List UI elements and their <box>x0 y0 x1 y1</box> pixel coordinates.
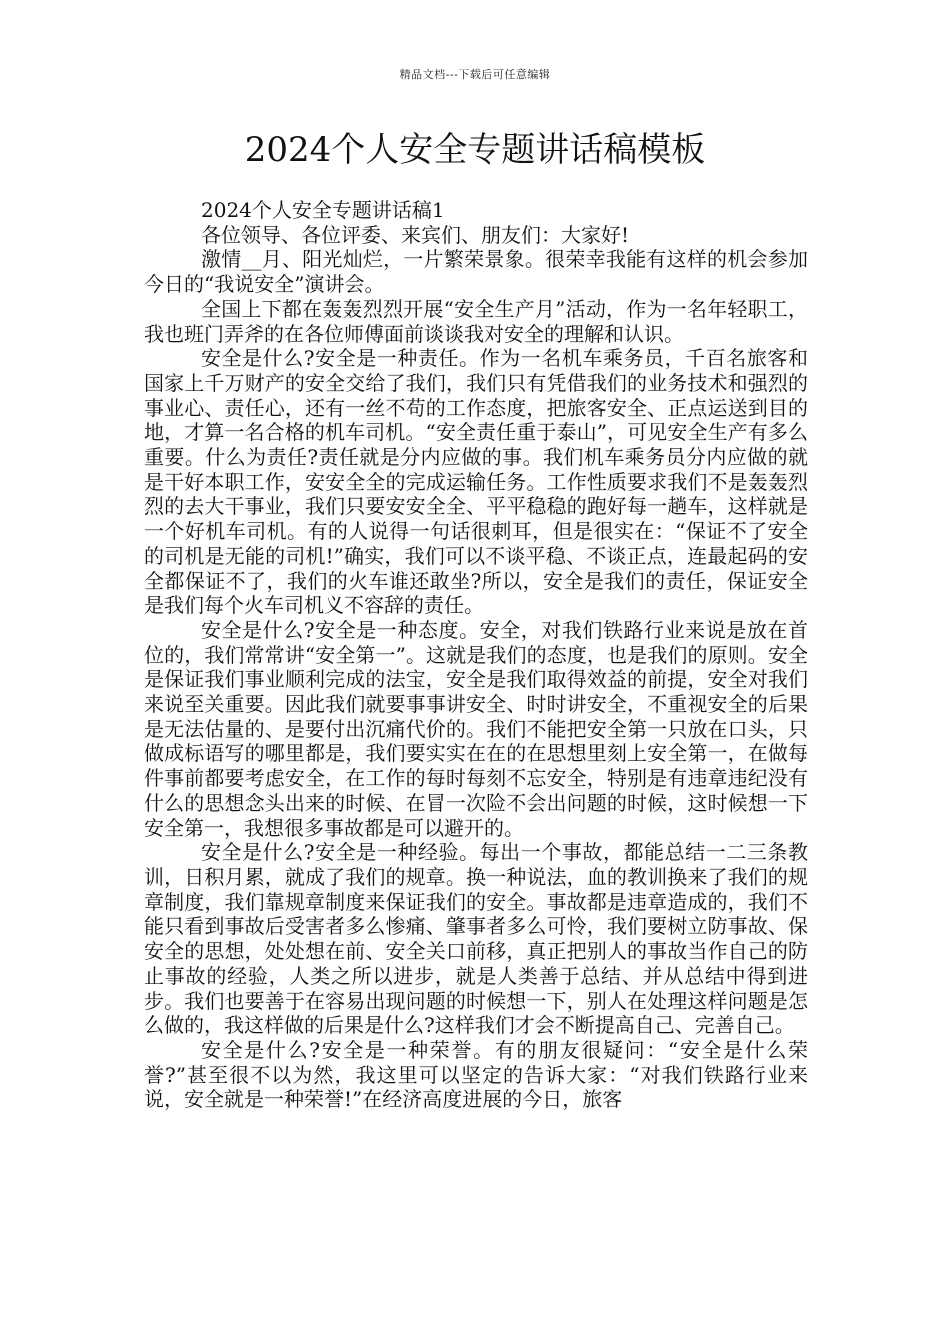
paragraph-greeting: 各位领导、各位评委、来宾们、朋友们：大家好! <box>201 222 630 247</box>
document-title: 2024个人安全专题讲话稿模板 <box>244 130 706 170</box>
paragraph-attitude: 安全是什么?安全是一种态度。安全，对我们铁路行业来说是放在首位的，我们常常讲“安全第一”。这就是我们的态度，也是我们的原则。安全是保证我们事业顺利完成的法宝，安全是我们取得效益的前提，安全对我们来说至关重要。因此我们就要事事讲安全、时时讲安全，不重视安全的后果是无法估量的、是要付出沉痛代价的。我们不能把安全第一只放在口头，只做成标语写的哪里都是，我们要实实在在的在思想里刻上安全第一，在做每件事前都要考虑安全，在工作的每时每刻不忘安全，特别是有违章违纪没有什么的思想念头出来的时候、在冒一次险不会出问题的时候，这时候想一下安全第一，我想很多事故都是可以避开的。 <box>144 617 808 840</box>
document-body <box>144 198 808 1112</box>
header-note: 精品文档---下载后可任意编辑 <box>399 68 551 81</box>
paragraph-subtitle: 2024个人安全专题讲话稿1 <box>201 198 445 222</box>
paragraph-intro: 激情__月、阳光灿烂，一片繁荣景象。很荣幸我能有这样的机会参加今日的“我说安全”演讲会。 <box>144 247 808 297</box>
paragraph-responsibility: 安全是什么?安全是一种责任。作为一名机车乘务员，千百名旅客和国家上千万财产的安全交给了我们，我们只有凭借我们的业务技术和强烈的事业心、责任心，还有一丝不苟的工作态度，把旅客安全、正点运送到目的地，才算一名合格的机车司机。“安全责任重于泰山”，可见安全生产有多么重要。什么为责任?责任就是分内应做的事。我们机车乘务员分内应做的就是干好本职工作，安安全全的完成运输任务。工作性质要求我们不是轰轰烈烈的去大干事业，我们只要安安全全、平平稳稳的跑好每一趟车，这样就是一个好机车司机。有的人说得一句话很刺耳，但是很实在：“保证不了安全的司机是无能的司机!”确实，我们可以不谈平稳、不谈正点，连最起码的安全都保证不了，我们的火车谁还敢坐?所以，安全是我们的责任，保证安全是我们每个火车司机义不容辞的责任。 <box>144 346 808 618</box>
paragraph-experience: 安全是什么?安全是一种经验。每出一个事故，都能总结一二三条教训，日积月累，就成了我们的规章。换一种说法，血的教训换来了我们的规章制度，我们靠规章制度来保证我们的安全。事故都是违章造成的，我们不能只看到事故后受害者多么惨痛、肇事者多么可怜，我们要树立防事故、保安全的思想，处处想在前、安全关口前移，真正把别人的事故当作自己的防止事故的经验，人类之所以进步，就是人类善于总结、并从总结中得到进步。我们也要善于在容易出现问题的时候想一下，别人在处理这样问题是怎么做的，我这样做的后果是什么?这样我们才会不断提高自己、完善自己。 <box>144 840 808 1038</box>
paragraph-honor: 安全是什么?安全是一种荣誉。有的朋友很疑问：“安全是什么荣誉?”甚至很不以为然，我这里可以坚定的告诉大家：“对我们铁路行业来说，安全就是一种荣誉!”在经济高度进展的今日，旅客 <box>144 1037 808 1112</box>
paragraph-context: 全国上下都在轰轰烈烈开展“安全生产月”活动，作为一名年轻职工，我也班门弄斧的在各位师傅面前谈谈我对安全的理解和认识。 <box>144 296 808 346</box>
